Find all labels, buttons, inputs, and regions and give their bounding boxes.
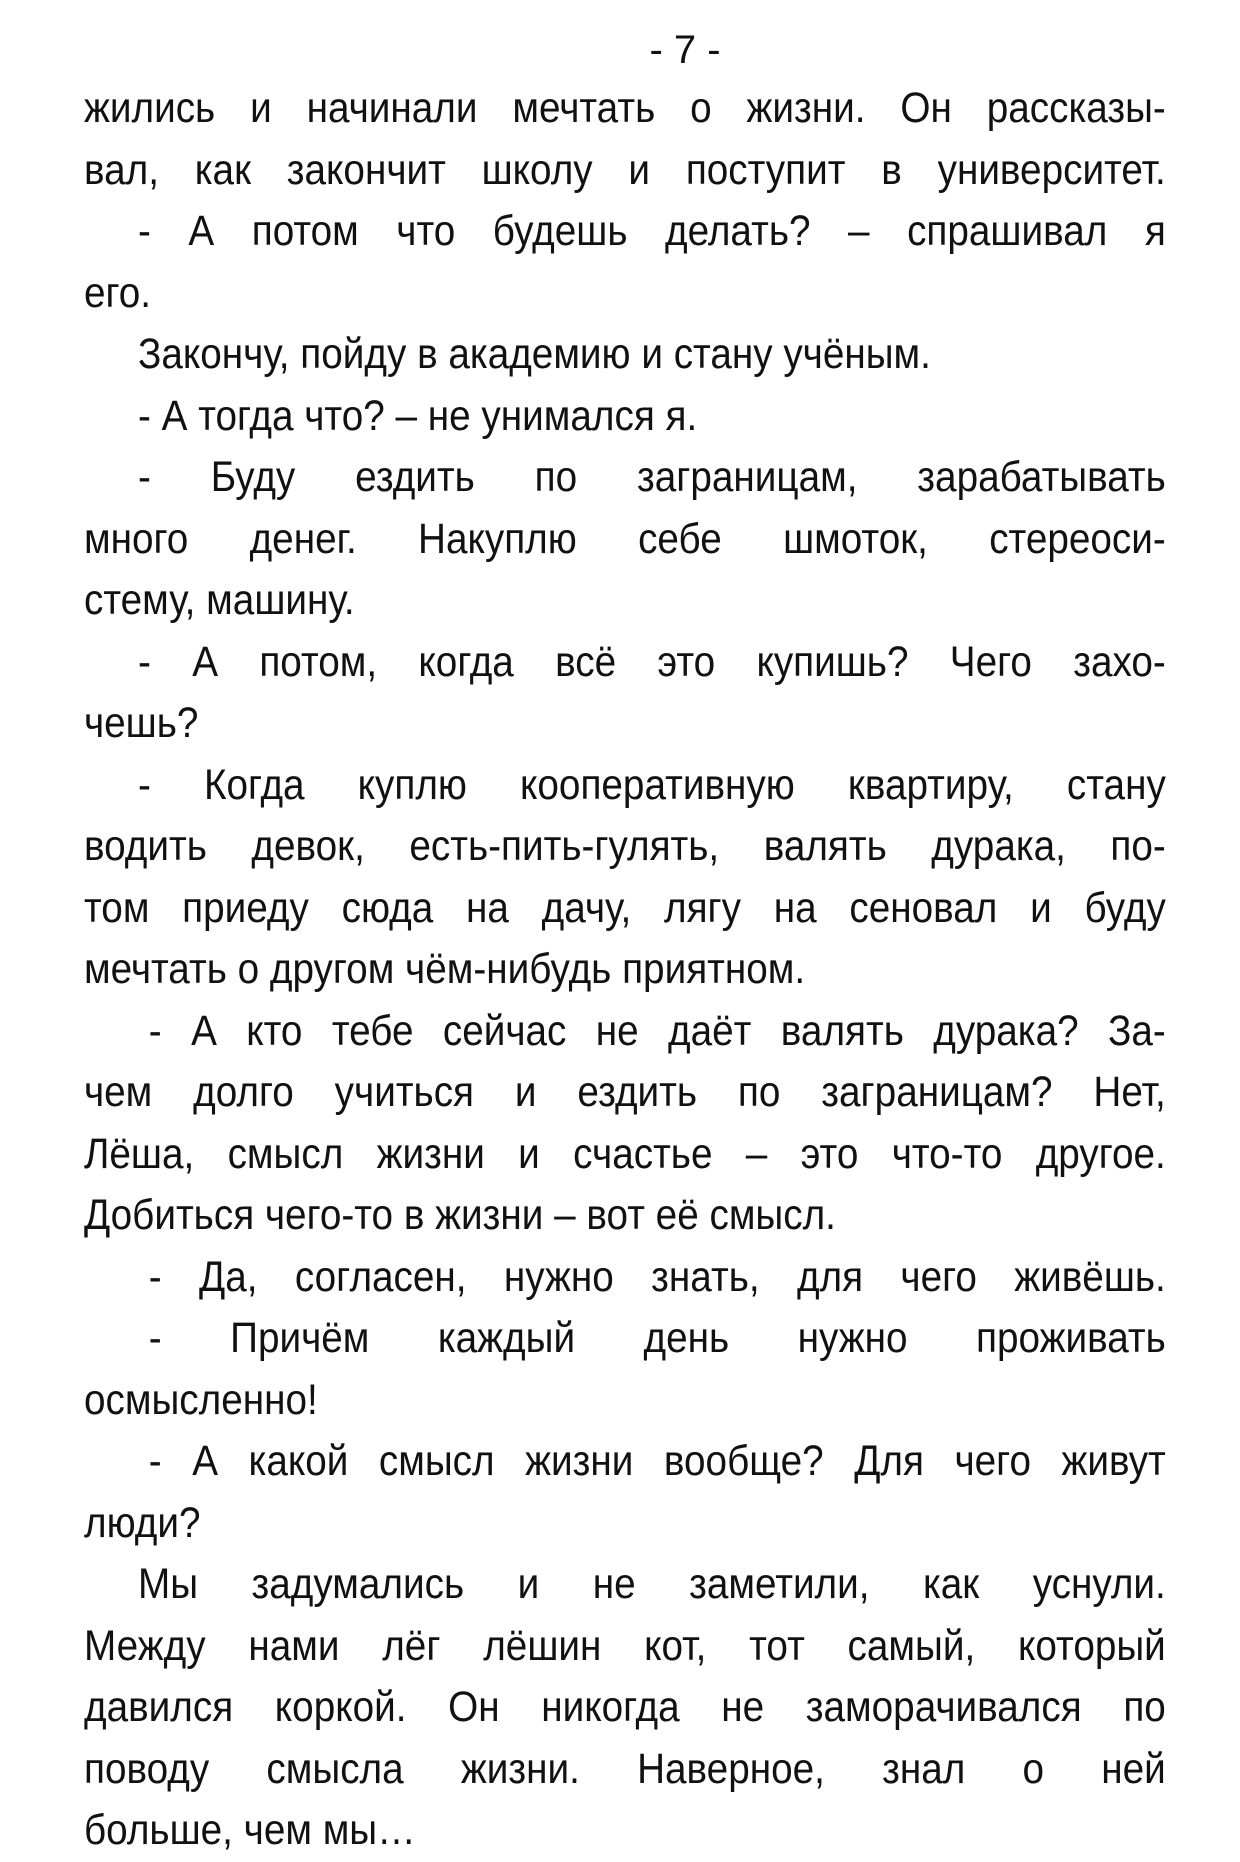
text-line: осмысленно! xyxy=(84,1375,318,1424)
text-line: Мы задумались и не заметили, как уснули. xyxy=(138,1560,1166,1608)
text-line: - Причём каждый день нужно проживать xyxy=(148,1314,1166,1362)
text-line: - Да, согласен, нужно знать, для чего живёшь. xyxy=(148,1252,1166,1301)
text-line: - Когда куплю кооперативную квартиру, стану xyxy=(138,760,1166,809)
text-line: поводу смысла жизни. Наверное, знал о ней xyxy=(84,1744,1166,1793)
text-line: Между нами лёг лёшин кот, тот самый, который xyxy=(84,1621,1166,1670)
text-line: стему, машину. xyxy=(84,576,355,624)
text-line: жились и начинали мечтать о жизни. Он рассказы- xyxy=(84,84,1166,132)
text-line: мечтать о другом чём-нибудь приятном. xyxy=(84,945,806,993)
text-line: Лёша, смысл жизни и счастье – это что-то другое. xyxy=(84,1129,1166,1178)
text-line: больше, чем мы… xyxy=(84,1806,416,1854)
text-line: - А кто тебе сейчас не даёт валять дурака? За- xyxy=(148,1006,1166,1055)
text-line: давился коркой. Он никогда не заморачивался по xyxy=(84,1683,1166,1731)
page-text xyxy=(84,78,1166,1862)
text-line: - Буду ездить по заграницам, зарабатывать xyxy=(138,453,1166,501)
text-line: много денег. Накуплю себе шмоток, стереоси- xyxy=(84,514,1166,563)
text-line: - А потом, когда всё это купишь? Чего захо- xyxy=(138,637,1166,686)
page-number: - 7 - xyxy=(649,28,721,72)
text-line: его. xyxy=(84,268,152,317)
text-line: люди? xyxy=(84,1498,201,1547)
text-line: вал, как закончит школу и поступит в университет. xyxy=(84,145,1166,194)
text-line: - А какой смысл жизни вообще? Для чего живут xyxy=(148,1437,1166,1485)
text-line: Закончу, пойду в академию и стану учёным. xyxy=(138,330,931,378)
text-line: водить девок, есть-пить-гулять, валять дурака, по- xyxy=(84,822,1166,870)
text-line: том приеду сюда на дачу, лягу на сеновал и буду xyxy=(84,883,1166,932)
text-line: - А потом что будешь делать? – спрашивал я xyxy=(138,207,1166,255)
text-line: чем долго учиться и ездить по заграницам? Нет, xyxy=(84,1068,1166,1116)
text-line: - А тогда что? – не унимался я. xyxy=(138,391,698,440)
text-line: Добиться чего-то в жизни – вот её смысл. xyxy=(84,1191,836,1239)
text-line: чешь? xyxy=(84,699,199,747)
